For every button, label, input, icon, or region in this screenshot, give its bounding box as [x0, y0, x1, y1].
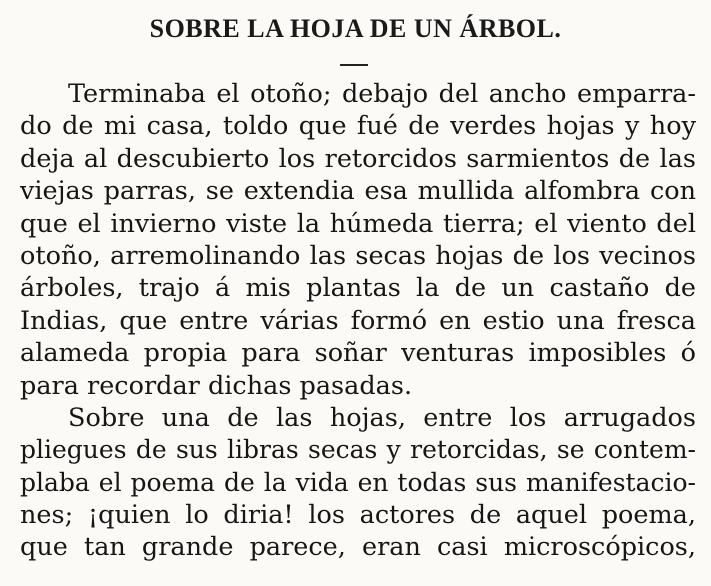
- text-line-14: nes; ¡quien lo diria! los actores de aquel poema,: [20, 500, 696, 531]
- text-line-10: para recordar dichas pasadas.: [20, 370, 413, 401]
- text-line-5: que el invierno viste la húmeda tierra; el viento del: [20, 208, 696, 239]
- text-line-11: Sobre una de las hojas, entre los arrugados: [68, 402, 696, 433]
- text-line-9: alameda propia para soñar venturas imposibles ó: [20, 338, 696, 369]
- text-line-1: Terminaba el otoño; debajo del ancho emparra-: [68, 79, 696, 109]
- text-line-13: plaba el poema de la vida en todas sus manifestacio-: [20, 467, 696, 497]
- text-line-7: árboles, trajo á mis plantas la de un castaño de: [20, 273, 696, 304]
- article-title: SOBRE LA HOJA DE UN ÁRBOL.: [149, 14, 562, 43]
- article-body: [20, 78, 696, 564]
- text-line-3: deja al descubierto los retorcidos sarmientos de las: [20, 143, 696, 174]
- text-line-6: otoño, arremolinando las secas hojas de los vecinos: [20, 240, 696, 271]
- title-divider: [340, 64, 368, 66]
- text-line-2: do de mi casa, toldo que fué de verdes hojas y hoy: [20, 111, 696, 142]
- text-line-12: pliegues de sus libras secas y retorcidas, se contem-: [20, 435, 696, 465]
- text-line-4: viejas parras, se extendia esa mullida alfombra con: [20, 176, 696, 207]
- text-line-8: Indias, que entre várias formó en estio una fresca: [20, 305, 696, 336]
- text-line-15: que tan grande parece, eran casi microscópicos,: [20, 532, 696, 563]
